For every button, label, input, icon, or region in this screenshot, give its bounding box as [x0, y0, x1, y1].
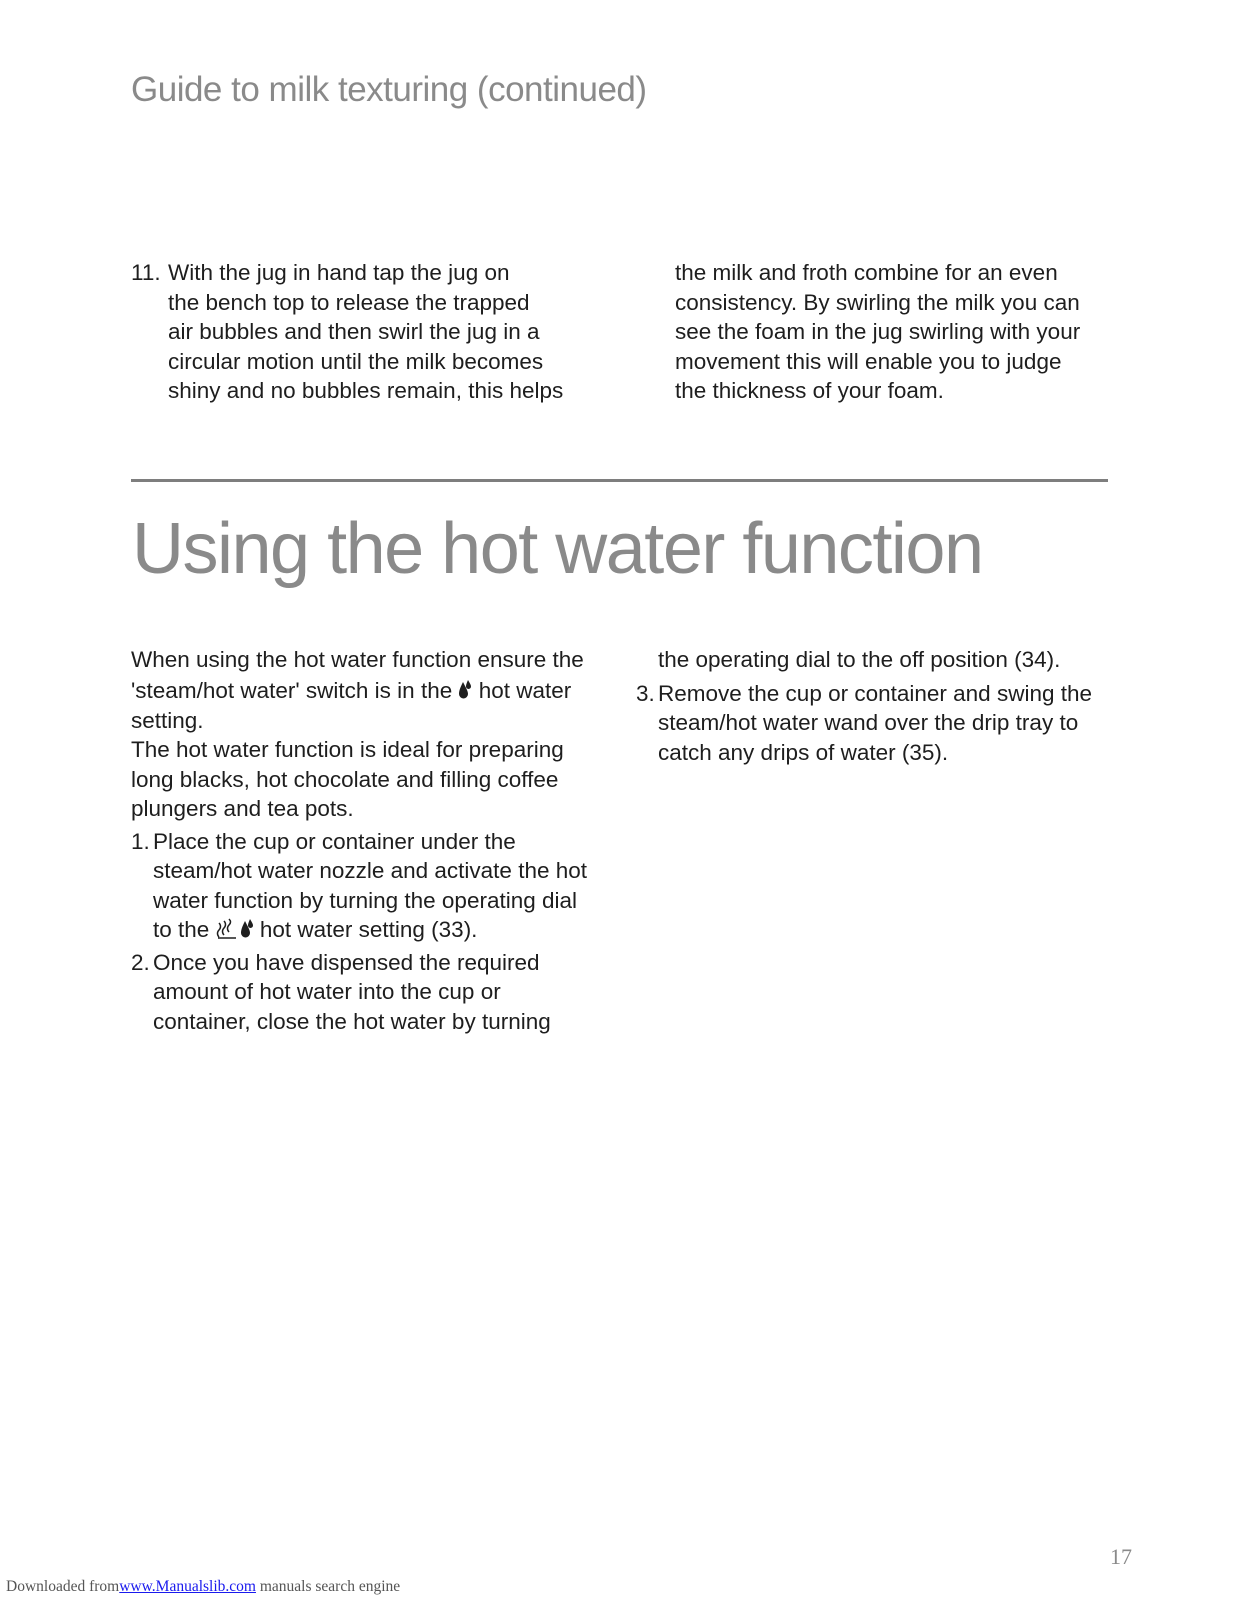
- hot-water-drop-icon: [458, 680, 472, 700]
- step-number: 11.: [131, 260, 161, 285]
- step-line-part: hot water setting (33).: [259, 917, 478, 942]
- step-number: 1.: [131, 828, 150, 854]
- intro-paragraph: [131, 645, 611, 735]
- step-line: the bench top to release the trapped: [168, 289, 530, 315]
- footer-suffix: manuals search engine: [255, 1578, 401, 1595]
- page-header-title: Guide to milk texturing (continued): [131, 70, 647, 109]
- manualslib-link[interactable]: www.Manualslib.com: [119, 1578, 256, 1595]
- milk-step-11-continued: [675, 258, 1115, 406]
- step-line: Remove the cup or container and swing the: [658, 680, 1093, 706]
- step-line: Once you have dispensed the required: [153, 949, 540, 975]
- step-line: the milk and froth combine for an even: [675, 260, 1058, 285]
- steam-icon: [216, 918, 240, 940]
- download-footer: [6, 1578, 400, 1596]
- intro-line: setting.: [131, 707, 204, 733]
- hot-water-step-1: [131, 827, 611, 945]
- step-line: consistency. By swirling the milk you can: [675, 289, 1080, 315]
- hot-water-right-column: [636, 645, 1116, 767]
- intro-line: plungers and tea pots.: [131, 796, 354, 821]
- intro-line: The hot water function is ideal for preparing: [131, 737, 564, 762]
- footer-prefix: Downloaded from: [6, 1578, 120, 1595]
- intro-paragraph-2: [131, 735, 611, 824]
- step-line: amount of hot water into the cup or: [153, 979, 501, 1004]
- hot-water-left-column: [131, 645, 611, 1036]
- step-line: water function by turning the operating dial: [153, 887, 578, 913]
- step-line: steam/hot water nozzle and activate the hot: [153, 858, 588, 883]
- intro-line: When using the hot water function ensure the: [131, 647, 584, 672]
- step-line: [153, 915, 611, 945]
- section-title: Using the hot water function: [132, 509, 983, 589]
- step-line: circular motion until the milk becomes: [168, 348, 544, 374]
- step-line: shiny and no bubbles remain, this helps: [168, 378, 564, 403]
- step-line: air bubbles and then swirl the jug in a: [168, 319, 540, 344]
- intro-line: long blacks, hot chocolate and filling coffee: [131, 766, 559, 792]
- step-line: catch any drips of water (35).: [658, 739, 949, 765]
- hot-water-step-2: [131, 948, 611, 1037]
- milk-step-11: [131, 258, 601, 406]
- step-line: With the jug in hand tap the jug on: [168, 260, 510, 285]
- step-number: 2.: [131, 949, 150, 975]
- step-line: the operating dial to the off position (34).: [658, 647, 1061, 672]
- step-line: the thickness of your foam.: [675, 378, 944, 403]
- intro-line-part: 'steam/hot water' switch is in the: [131, 677, 453, 703]
- hot-water-step-3: [636, 679, 1116, 768]
- section-divider: [131, 479, 1108, 482]
- intro-line-part: hot water: [478, 677, 572, 703]
- step-line: see the foam in the jug swirling with your: [675, 319, 1081, 344]
- step-line: Place the cup or container under the: [153, 828, 516, 854]
- step-line: container, close the hot water by turning: [153, 1008, 551, 1034]
- step-line: movement this will enable you to judge: [675, 348, 1062, 374]
- step-number: 3.: [636, 680, 655, 706]
- hot-water-drop-icon: [240, 919, 254, 939]
- intro-line: [131, 675, 611, 706]
- step-line: steam/hot water wand over the drip tray to: [658, 710, 1079, 735]
- page-number: 17: [1110, 1544, 1132, 1569]
- step-line-part: to the: [153, 917, 210, 942]
